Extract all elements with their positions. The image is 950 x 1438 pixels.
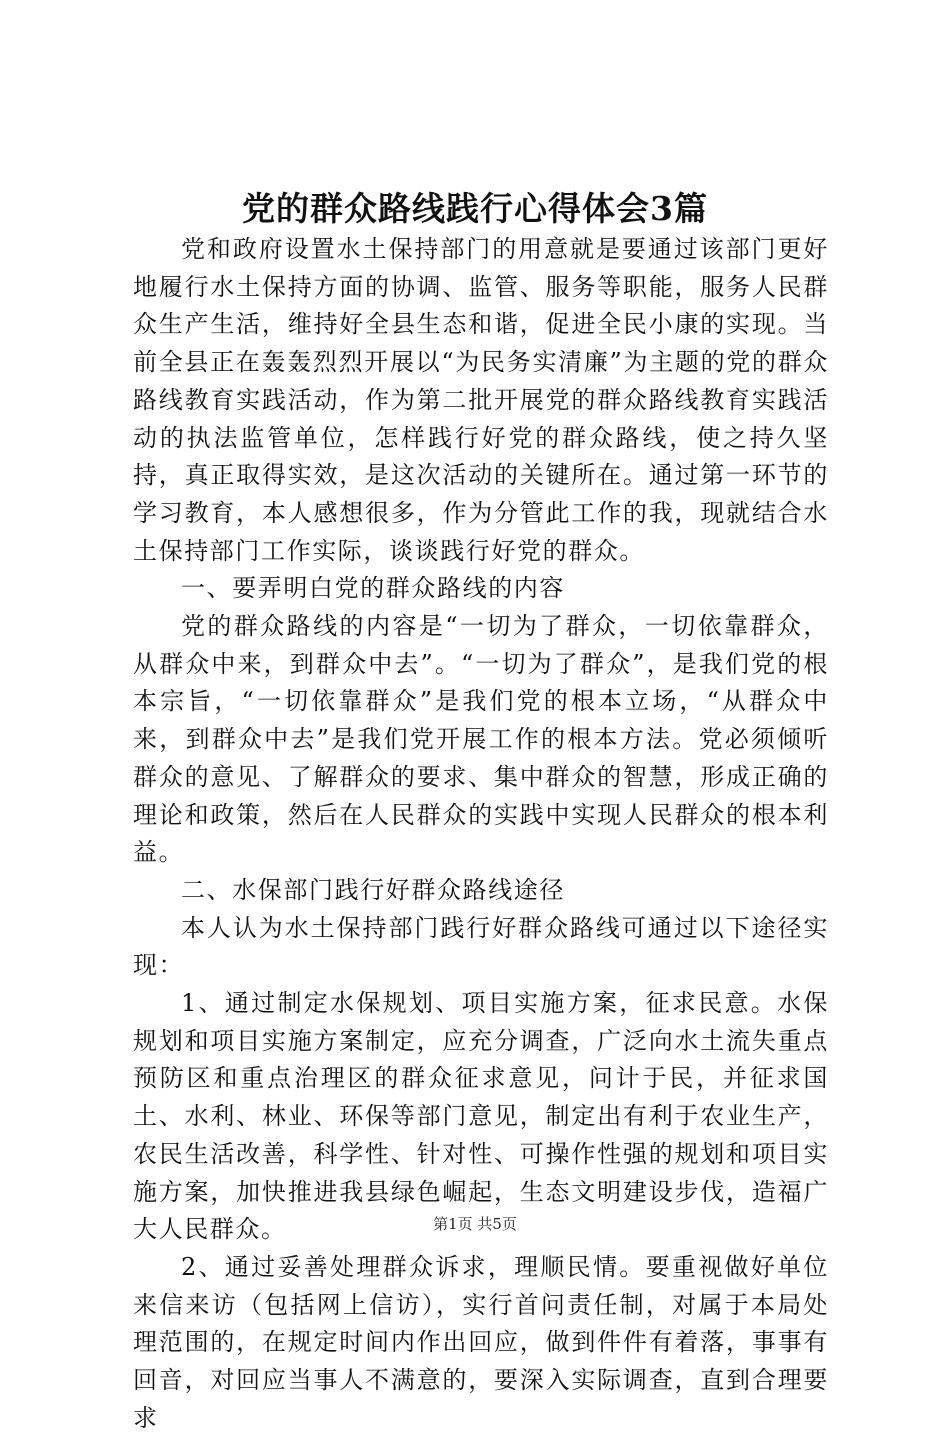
document-title: 党的群众路线践行心得体会3篇 — [242, 189, 708, 228]
paragraph-approach-intro: 本人认为水土保持部门践行好群众路线可通过以下途径实现： — [133, 913, 829, 980]
paragraph-approach-2: 2、通过妥善处理群众诉求，理顺民情。要重视做好单位来信来访（包括网上信访），实行首问责任制，对属于本局处理范围的，在规定时间内作出回应，做到件件有着落，事事有回音，对回应当事人不满意的，要深入实际调查，直到合理要求 — [133, 1252, 829, 1432]
paragraph-approach-1: 1、通过制定水保规划、项目实施方案，征求民意。水保规划和项目实施方案制定，应充分调查，广泛向水土流失重点预防区和重点治理区的群众征求意见，问计于民，并征求国土、水利、林业、环保等部门意见，制定出有利于农业生产，农民生活改善，科学性、针对性、可操作性强的规划和项目实施方案，加快推进我县绿色崛起，生态文明建设步伐，造福广大人民群众。 — [133, 989, 829, 1244]
document-body — [133, 231, 829, 1438]
paragraph-mass-line-content: 党的群众路线的内容是“一切为了群众，一切依靠群众，从群众中来，到群众中去”。“一切为了群众”，是我们党的根本宗旨，“一切依靠群众”是我们党的根本立场，“从群众中来，到群众中去”是我们党开展工作的根本方法。党必须倾听群众的意见、了解群众的要求、集中群众的智慧，形成正确的理论和政策，然后在人民群众的实践中实现人民群众的根本利益。 — [133, 612, 829, 867]
paragraph-intro: 党和政府设置水土保持部门的用意就是要通过该部门更好地履行水土保持方面的协调、监管、服务等职能，服务人民群众生产生活，维持好全县生态和谐，促进全民小康的实现。当前全县正在轰轰烈烈开展以“为民务实清廉”为主题的党的群众路线教育实践活动，作为第二批开展党的群众路线教育实践活动的执法监管单位，怎样践行好党的群众路线，使之持久坚持，真正取得实效，是这次活动的关键所在。通过第一环节的学习教育，本人感想很多，作为分管此工作的我，现就结合水土保持部门工作实际，谈谈践行好党的群众。 — [133, 235, 829, 565]
section-heading-2: 二、水保部门践行好群众路线途径 — [181, 875, 565, 904]
section-heading-1: 一、要弄明白党的群众路线的内容 — [181, 574, 565, 603]
page-footer: 第1页 共5页 — [433, 1215, 517, 1233]
